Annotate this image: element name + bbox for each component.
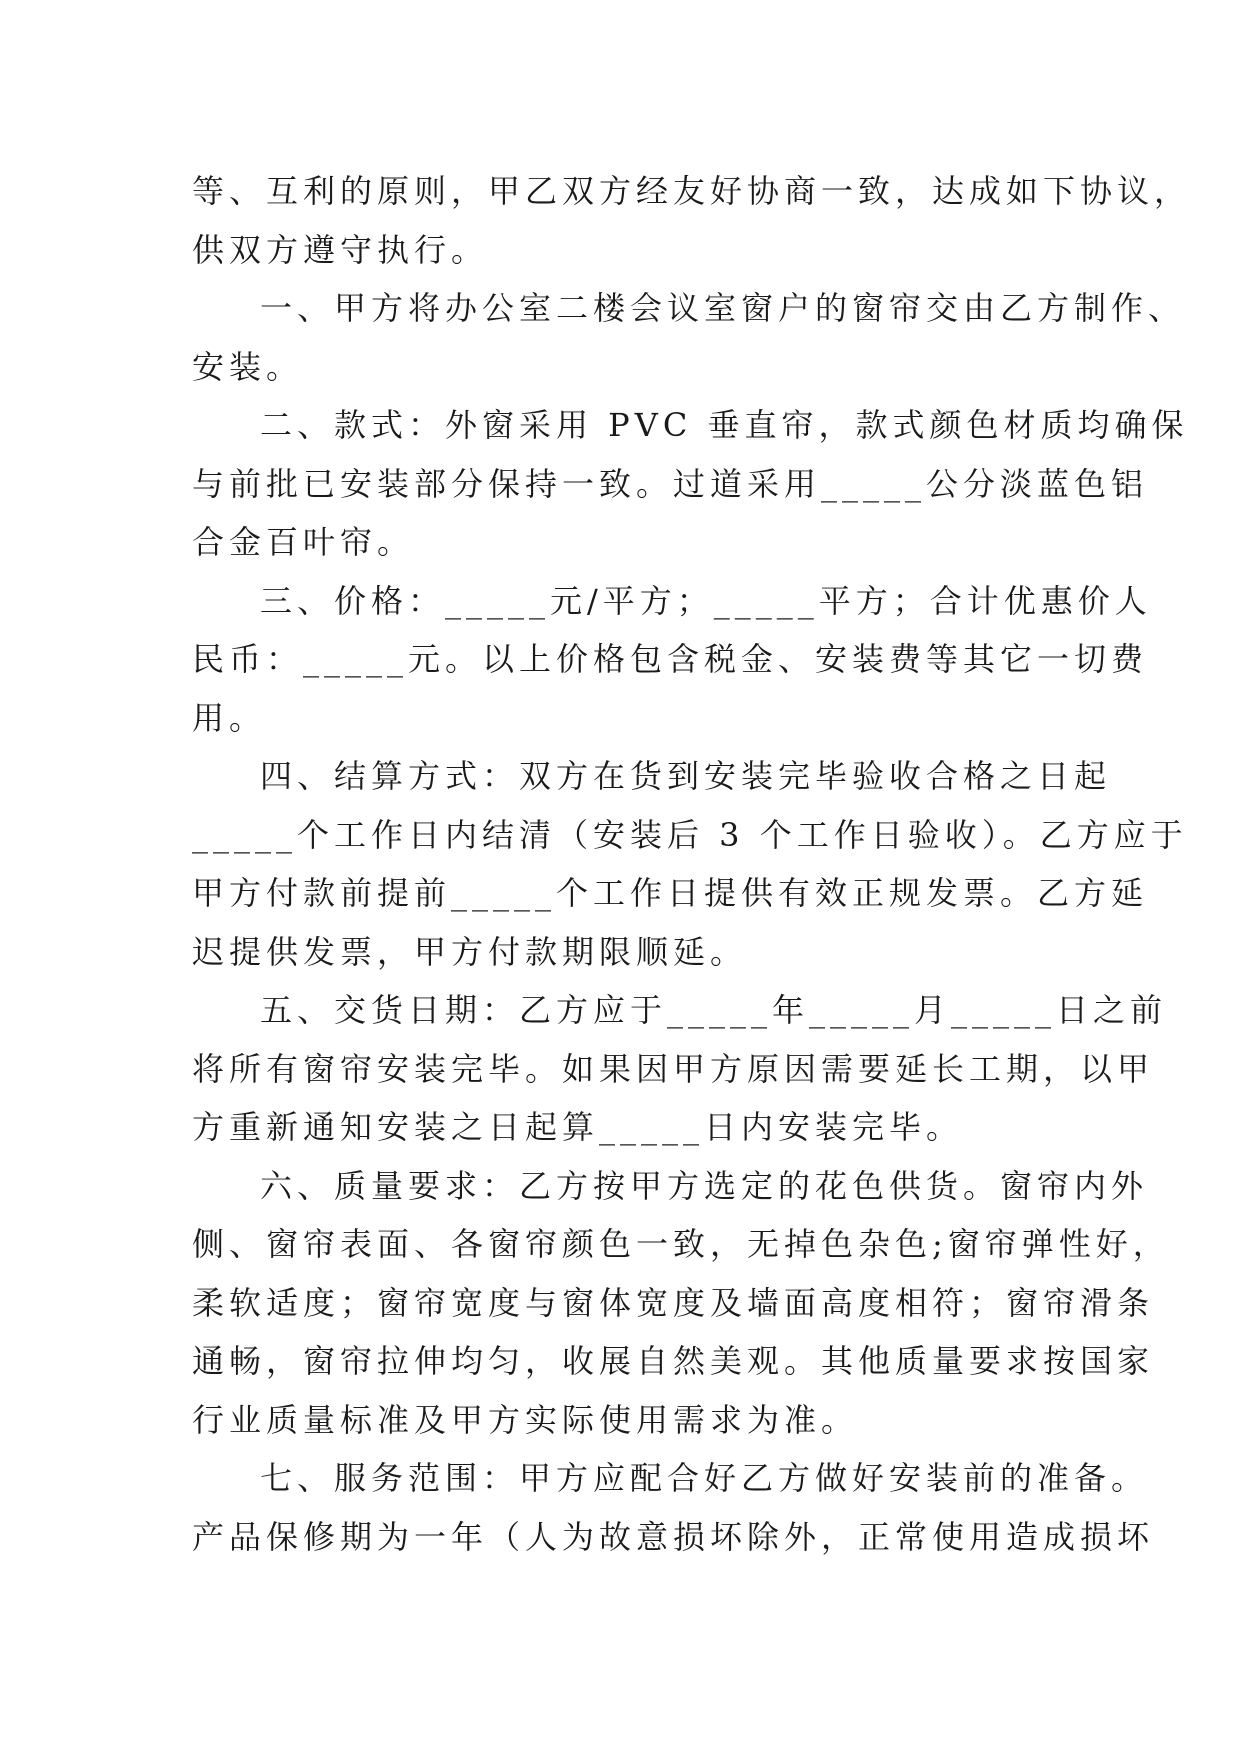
- text-line: 等、互利的原则，甲乙双方经友好协商一致，达成如下协议，: [192, 172, 1192, 210]
- text-line: 三、价格：_____元/平方；_____平方；合计优惠价人: [260, 581, 1152, 620]
- text-line: 将所有窗帘安装完毕。如果因甲方原因需要延长工期，以甲: [192, 1049, 1155, 1088]
- text-line: 合金百叶帘。: [192, 523, 415, 561]
- text-line: 六、质量要求：乙方按甲方选定的花色供货。窗帘内外: [260, 1166, 1149, 1205]
- text-line: 二、款式：外窗采用 PVC 垂直帘，款式颜色材质均确保: [260, 406, 1189, 444]
- text-line: 四、结算方式：双方在货到安装完毕验收合格之日起: [260, 757, 1112, 795]
- text-line: 用。: [192, 698, 267, 737]
- text-line: 迟提供发票，甲方付款期限顺延。: [192, 932, 748, 971]
- text-line: 五、交货日期：乙方应于_____年_____月_____日之前: [260, 991, 1168, 1029]
- text-line: 通畅，窗帘拉伸均匀，收展自然美观。其他质量要求按国家: [192, 1342, 1155, 1380]
- text-line: 产品保修期为一年（人为故意损坏除外，正常使用造成损坏: [192, 1517, 1155, 1556]
- text-line: 甲方付款前提前_____个工作日提供有效正规发票。乙方延: [192, 874, 1149, 912]
- text-line: 与前批已安装部分保持一致。过道采用_____公分淡蓝色铝: [192, 464, 1149, 503]
- text-line: 侧、窗帘表面、各窗帘颜色一致，无掉色杂色;窗帘弹性好，: [192, 1225, 1170, 1263]
- text-line: 供双方遵守执行。: [192, 230, 489, 269]
- text-line: 一、甲方将办公室二楼会议室窗户的窗帘交由乙方制作、: [260, 289, 1186, 327]
- text-line: 柔软适度；窗帘宽度与窗体宽度及墙面高度相符；窗帘滑条: [192, 1283, 1155, 1322]
- text-line: _____个工作日内结清（安装后 3 个工作日验收）。乙方应于: [192, 815, 1188, 854]
- contract-text: [192, 162, 1192, 1566]
- text-line: 行业质量标准及甲方实际使用需求为准。: [192, 1400, 859, 1439]
- text-line: 方重新通知安装之日起算_____日内安装完毕。: [192, 1108, 964, 1146]
- text-line: 安装。: [192, 347, 304, 386]
- text-line: 七、服务范围：甲方应配合好乙方做好安装前的准备。: [260, 1459, 1149, 1497]
- text-line: 民币：_____元。以上价格包含税金、安装费等其它一切费: [192, 640, 1149, 678]
